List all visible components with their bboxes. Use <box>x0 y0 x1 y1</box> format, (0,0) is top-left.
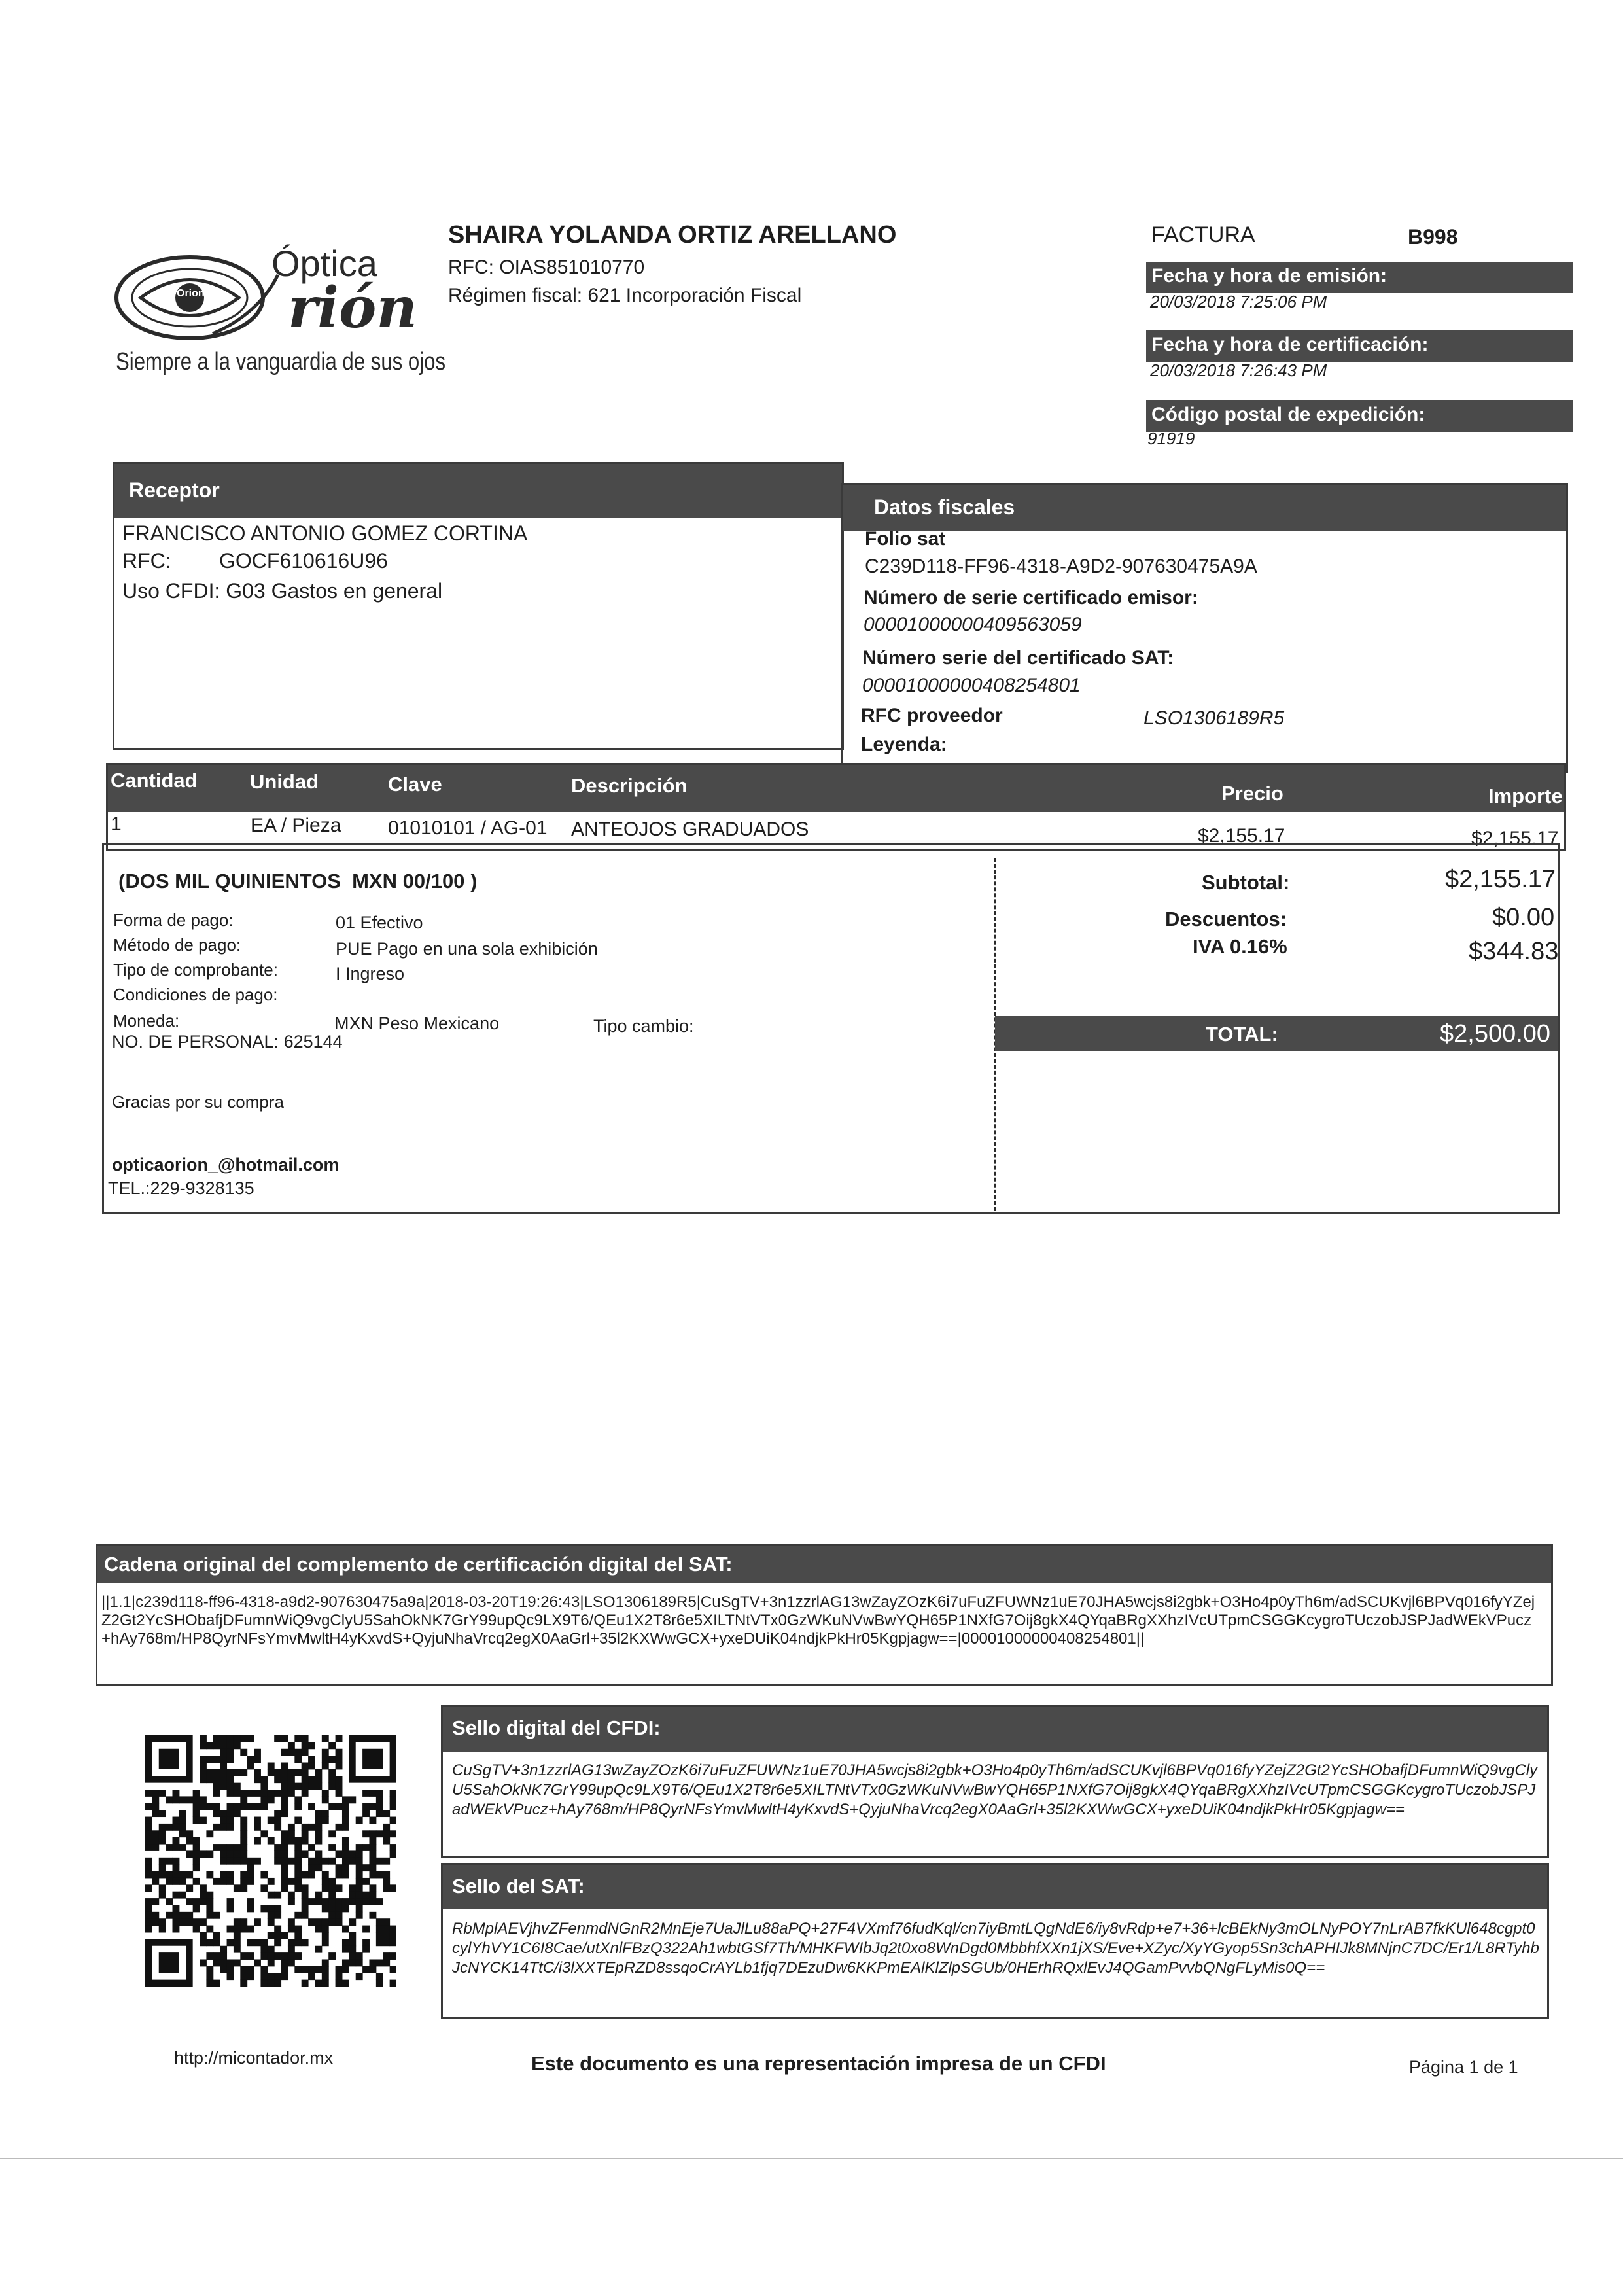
logo-brand-bottom: rión <box>288 275 417 341</box>
footer-url[interactable]: http://micontador.mx <box>174 2048 334 2068</box>
summary-panel <box>102 843 1560 1214</box>
receptor-rfc-label: RFC: <box>122 549 171 573</box>
subtotal-value: $2,155.17 <box>1445 866 1556 893</box>
sello-sat-header: Sello del SAT: <box>443 1865 1547 1909</box>
total-bar <box>995 1016 1558 1051</box>
forma-pago-label: Forma de pago: <box>113 910 234 930</box>
row-clave: 01010101 / AG-01 <box>388 817 548 839</box>
items-header-row <box>108 765 1564 812</box>
iva-label: IVA 0.16% <box>1193 935 1287 958</box>
cert-emisor-value: 00001000000409563059 <box>864 614 1082 635</box>
subtotal-label: Subtotal: <box>1202 871 1290 894</box>
header-clave: Clave <box>388 773 442 796</box>
condiciones-label: Condiciones de pago: <box>113 985 278 1004</box>
tipo-cambio-label: Tipo cambio: <box>593 1016 694 1036</box>
receptor-panel <box>113 462 844 750</box>
row-unidad: EA / Pieza <box>251 815 341 836</box>
header-importe: Importe <box>1488 785 1563 807</box>
sello-cfdi-panel <box>441 1705 1549 1858</box>
folio-label: Folio sat <box>865 528 946 550</box>
footer-note: Este documento es una representación impresa de un CFDI <box>531 2052 1106 2075</box>
header-unidad: Unidad <box>250 770 319 793</box>
descuentos-value: $0.00 <box>1492 904 1555 931</box>
thanks-note: Gracias por su compra <box>112 1092 284 1112</box>
emision-label: Fecha y hora de emisión: <box>1146 262 1573 293</box>
qr-finder-square <box>362 1749 383 1769</box>
certificacion-label: Fecha y hora de certificación: <box>1146 330 1573 362</box>
total-label: TOTAL: <box>1206 1023 1278 1046</box>
receptor-rfc-value: GOCF610616U96 <box>219 549 388 573</box>
qr-finder-square <box>159 1952 179 1973</box>
fiscal-panel <box>841 483 1568 773</box>
forma-pago-value: 01 Efectivo <box>336 913 423 932</box>
sello-sat-value: RbMplAEVjhvZFenmdNGnR2MnEje7UaJlLu88aPQ+27F4VXmf76fudKql/cn7iyBmtLQgNdE6/iy8vRdp+e7+36+lcBEkNy3mOLNyPOY7nLrAB7fkKUl648cgpt0cylYhVY1C6I8Cae/utXnlFBzQ322Ah1wbtGSf7Th/MHKFWIbJq2t0xo8WnDgd0MbbhfXXn1jXS/Eve+XZyc/XyYGyop5Sn3chAPHIJk8MNjnC7DC/Er1/L8RTyhbJcNYCK14TtC/i3lXXTEpRZD8ssqoCrAYLb1fjq7DEzuDw6KKPmEAlKlZlpSGUb/0HErhRQxlEvJ4QGamPvvbQNgFLyMis0Q== <box>452 1920 1539 1977</box>
invoice-type: FACTURA <box>1151 222 1255 247</box>
issuer-name: SHAIRA YOLANDA ORTIZ ARELLANO <box>448 221 897 249</box>
row-precio: $2,155.17 <box>1198 825 1285 847</box>
certificacion-value: 20/03/2018 7:26:43 PM <box>1150 361 1327 380</box>
metodo-pago-label: Método de pago: <box>113 935 241 955</box>
fiscal-header: Datos fiscales <box>843 485 1566 531</box>
issuer-rfc: RFC: OIAS851010770 <box>448 256 645 278</box>
receptor-name: FRANCISCO ANTONIO GOMEZ CORTINA <box>122 521 528 545</box>
company-logo <box>114 229 446 393</box>
issuer-regimen: Régimen fiscal: 621 Incorporación Fiscal <box>448 285 802 306</box>
metodo-pago-value: PUE Pago en una sola exhibición <box>336 939 598 959</box>
invoice-number: B998 <box>1408 225 1458 249</box>
row-importe: $2,155.17 <box>1471 828 1559 849</box>
logo-ring-text: Orion <box>177 288 205 299</box>
emision-value: 20/03/2018 7:25:06 PM <box>1150 292 1327 311</box>
cert-sat-label: Número serie del certificado SAT: <box>862 647 1174 669</box>
receptor-uso-cfdi: Uso CFDI: G03 Gastos en general <box>122 579 443 603</box>
cadena-header: Cadena original del complemento de certificación digital del SAT: <box>97 1546 1551 1583</box>
iva-value: $344.83 <box>1469 938 1559 965</box>
rfc-proveedor-label: RFC proveedor <box>861 705 1003 726</box>
footer-page: Página 1 de 1 <box>1409 2057 1518 2077</box>
qr-finder-square <box>159 1749 179 1769</box>
header-precio: Precio <box>1221 782 1283 805</box>
personal-number: NO. DE PERSONAL: 625144 <box>112 1032 343 1051</box>
row-cantidad: 1 <box>111 813 122 835</box>
row-descripcion: ANTEOJOS GRADUADOS <box>571 819 809 840</box>
tipo-comprobante-label: Tipo de comprobante: <box>113 960 278 980</box>
tipo-comprobante-value: I Ingreso <box>336 964 405 983</box>
header-descripcion: Descripción <box>571 774 688 797</box>
sello-cfdi-value: CuSgTV+3n1zzrlAG13wZayZOzK6i7uFuZFUWNz1uE70JHA5wcjs8i2gbk+O3Ho4p0yTh6m/adSCUKvjl6BPVq016fyYZejZ2Gt2YcSHObafjDFumnWiQ9vgClyU5SahOkNK7GrY99upQc9LX9T6/QEu1X2T8r6e5XILTNtVTx0GzWKuNVwBwYQH65P1NXfG7Oij8gkX4QYqaBRgXXhzIVcUTpmCSGGKcygroTUczobJSPJadWEkVPucz+hAy768m/HP8QyrNFsYmvMwltH4yKxvdS+QyjuNhaVrcq2egX0AaGrl+35l2KXWwGCX+yxeDUiK04ndjkPkHr05Kgpjagw== <box>452 1761 1538 1818</box>
cadena-panel <box>96 1544 1553 1686</box>
cert-sat-value: 00001000000408254801 <box>862 675 1081 696</box>
logo-tagline: Siempre a la vanguardia de sus ojos <box>116 348 446 376</box>
cp-label: Código postal de expedición: <box>1146 400 1573 432</box>
amount-words: (DOS MIL QUINIENTOS MXN 00/100 ) <box>118 870 478 892</box>
descuentos-label: Descuentos: <box>1165 908 1287 930</box>
cadena-value: ||1.1|c239d118-ff96-4318-a9d2-907630475a9a|2018-03-20T19:26:43|LSO1306189R5|CuSgTV+3n1zzrlAG13wZayZOzK6i7uFuZFUWNz1uE70JHA5wcjs8i2gbk+O3Ho4p0yTh6m/adSCUKvjl6BPVq016fyYZejZ2Gt2YcSHObafjDFumnWiQ9vgClyU5SahOkNK7GrY99upQc9LX9T6/QEu1X2T8r6e5XILTNtVTx0GzWKuNVwBwYQH65P1NXfG7Oij8gkX4QYqaBRgXXhzIVcUTpmCSGGKcygroTUczobJSPJadWEkVPucz+hAy768m/HP8QyrNFsYmvMwltH4yKxvdS+QyjuNhaVrcq2egX0AaGrl+35l2KXWwGCX+yxeDUiK04ndjkPkHr05Kgpjagw==|00001000000408254801|| <box>101 1593 1535 1648</box>
total-value: $2,500.00 <box>1440 1020 1551 1048</box>
sello-cfdi-header: Sello digital del CFDI: <box>443 1707 1547 1752</box>
rfc-proveedor-value: LSO1306189R5 <box>1143 707 1285 729</box>
cp-value: 91919 <box>1147 429 1195 448</box>
receptor-header: Receptor <box>114 464 842 518</box>
moneda-label: Moneda: <box>113 1011 180 1031</box>
leyenda-label: Leyenda: <box>861 733 947 755</box>
page-bottom-rule <box>0 2158 1623 2159</box>
moneda-value: MXN Peso Mexicano <box>334 1014 500 1033</box>
contact-email: opticaorion_@hotmail.com <box>112 1155 340 1174</box>
header-cantidad: Cantidad <box>111 769 198 792</box>
contact-tel: TEL.:229-9328135 <box>108 1178 254 1198</box>
folio-value: C239D118-FF96-4318-A9D2-907630475A9A <box>865 556 1257 577</box>
items-table <box>106 763 1566 851</box>
qr-code <box>145 1735 396 1987</box>
cert-emisor-label: Número de serie certificado emisor: <box>864 587 1198 609</box>
sello-sat-panel <box>441 1863 1549 2019</box>
logo-brand-top: Óptica <box>271 243 377 284</box>
